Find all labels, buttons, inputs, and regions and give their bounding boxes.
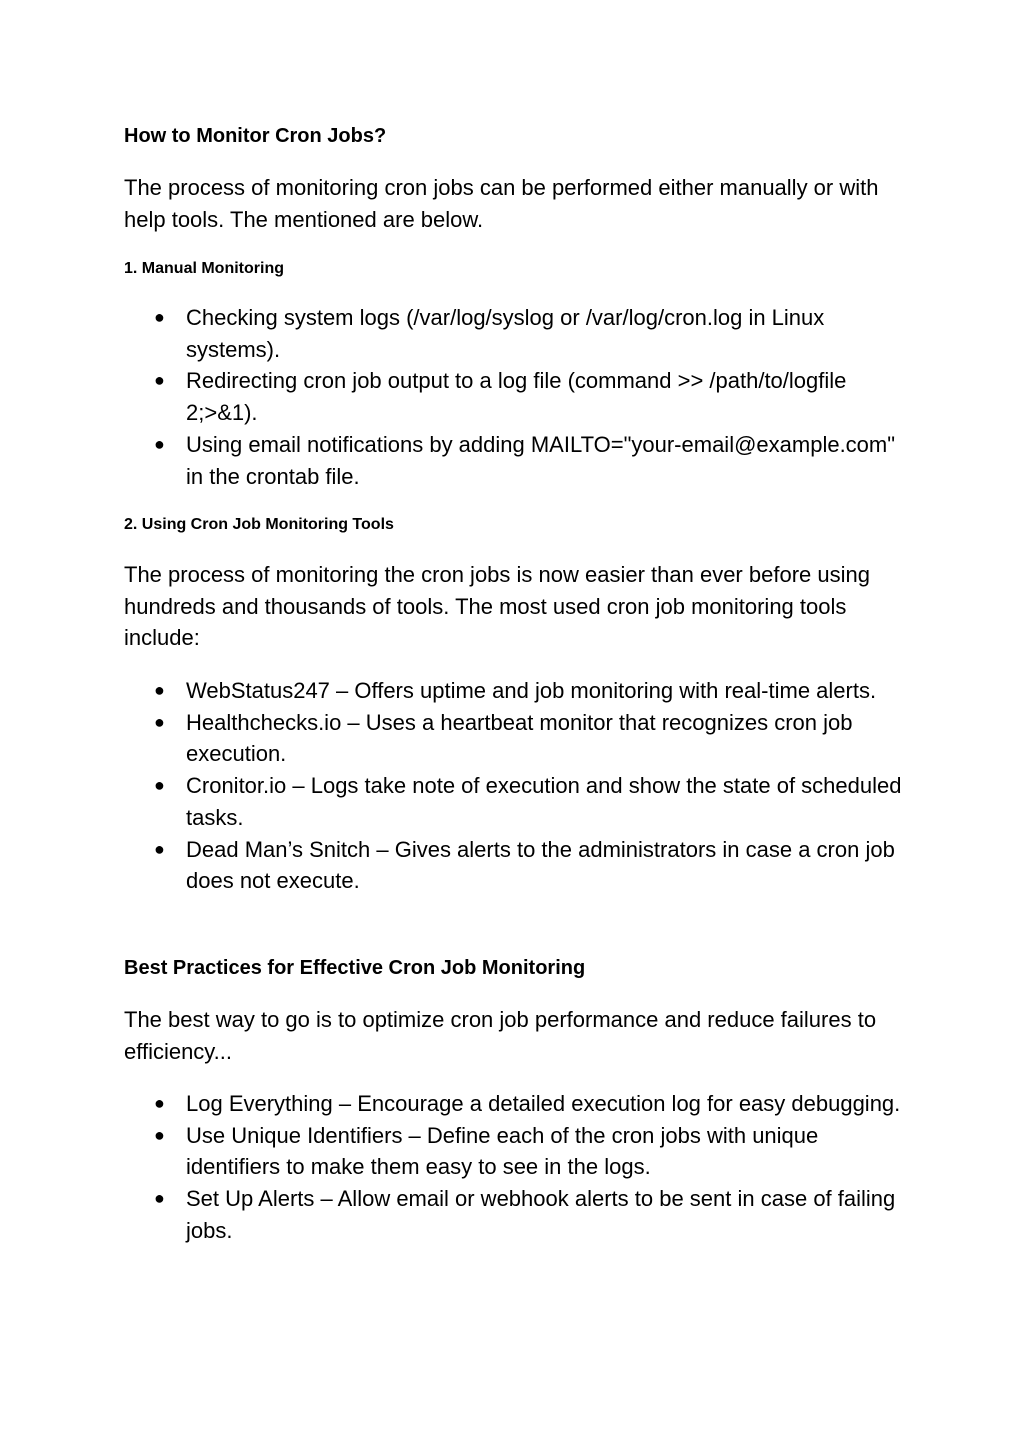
list-item-text: Set Up Alerts – Allow email or webhook alerts to be sent in case of failing jobs. bbox=[186, 1186, 896, 1243]
monitoring-tools-list bbox=[124, 675, 914, 897]
bullet-icon: ● bbox=[154, 711, 165, 732]
bullet-icon: ● bbox=[154, 838, 165, 859]
best-practices-intro: The best way to go is to optimize cron job performance and reduce failures to efficiency... bbox=[124, 1007, 877, 1064]
list-item-text: Using email notifications by adding MAILTO="your-email@example.com" in the crontab file. bbox=[186, 431, 896, 489]
list-item bbox=[124, 365, 906, 428]
list-item-text: Cronitor.io – Logs take note of execution and show the state of scheduled tasks. bbox=[186, 773, 902, 830]
list-item-text: WebStatus247 – Offers uptime and job monitoring with real-time alerts. bbox=[186, 678, 877, 703]
heading-monitoring-tools: 2. Using Cron Job Monitoring Tools bbox=[124, 516, 394, 533]
heading-how-to-monitor: How to Monitor Cron Jobs? bbox=[124, 125, 387, 147]
list-item bbox=[124, 1120, 906, 1183]
bullet-icon: ● bbox=[154, 775, 165, 796]
list-item bbox=[124, 770, 906, 833]
list-item-text: Use Unique Identifiers – Define each of the cron jobs with unique identifiers to make them easy to see in the logs. bbox=[186, 1122, 819, 1180]
bullet-icon: ● bbox=[154, 1124, 165, 1145]
list-item bbox=[124, 1183, 906, 1246]
bullet-icon: ● bbox=[154, 307, 165, 327]
list-item bbox=[124, 707, 906, 770]
bullet-icon: ● bbox=[154, 680, 165, 700]
list-item bbox=[124, 675, 906, 707]
best-practices-list bbox=[124, 1088, 914, 1247]
list-item-text: Redirecting cron job output to a log file (command >> /path/to/logfile 2;>&1). bbox=[186, 368, 847, 426]
tools-intro-paragraph: The process of monitoring the cron jobs is now easier than ever before using hundreds and thousands of tools. The most used cron job monitoring tools include: bbox=[124, 562, 870, 651]
list-item bbox=[124, 302, 906, 365]
list-item bbox=[124, 429, 906, 492]
list-item-text: Dead Man’s Snitch – Gives alerts to the administrators in case a cron job does not execute. bbox=[186, 836, 895, 894]
list-item bbox=[124, 1088, 906, 1120]
manual-monitoring-list bbox=[124, 302, 914, 492]
bullet-icon: ● bbox=[154, 433, 165, 454]
bullet-icon: ● bbox=[154, 1188, 165, 1209]
list-item-text: Checking system logs (/var/log/syslog or /var/log/cron.log in Linux systems). bbox=[186, 305, 825, 362]
bullet-icon: ● bbox=[154, 1093, 165, 1113]
list-item-text: Healthchecks.io – Uses a heartbeat monitor that recognizes cron job execution. bbox=[186, 709, 853, 767]
intro-paragraph: The process of monitoring cron jobs can be performed either manually or with help tools. The mentioned are below. bbox=[124, 175, 879, 232]
heading-best-practices: Best Practices for Effective Cron Job Monitoring bbox=[124, 957, 586, 979]
list-item bbox=[124, 834, 906, 897]
list-item-text: Log Everything – Encourage a detailed execution log for easy debugging. bbox=[186, 1091, 901, 1116]
heading-manual-monitoring: 1. Manual Monitoring bbox=[124, 260, 284, 277]
bullet-icon: ● bbox=[154, 370, 165, 391]
